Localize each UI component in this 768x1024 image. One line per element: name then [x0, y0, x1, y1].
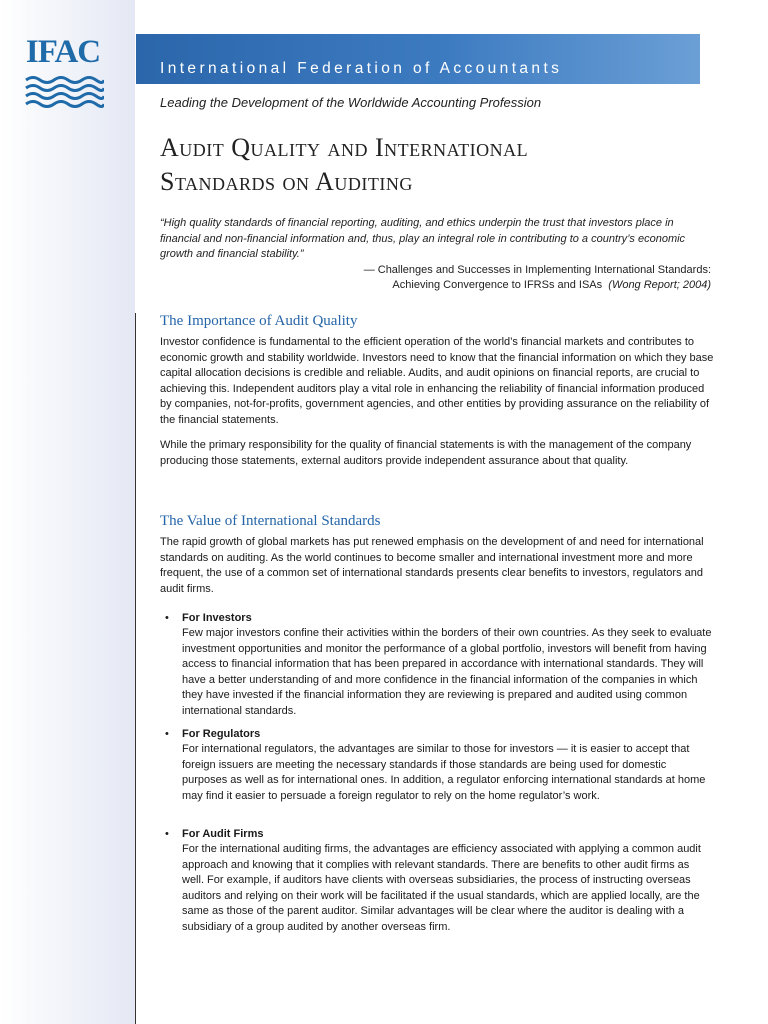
paragraph: Investor confidence is fundamental to the efficient operation of the world’s financial markets and contributes to economic growth and stability worldwide. Investors need to know that the financial information on which they base capital allocation decisions is credible and reliable. Audits, and audit opinions on financial reports, are crucial to achieving this. Independent auditors play a vital role in enhancing the reliability of financial information produced by companies, not-for-profits, government agencies, and other entities by providing assurance on the reliability of the financial statements. [160, 336, 714, 426]
bullet-title-audit-firms: For Audit Firms [182, 828, 264, 840]
logo-text: IFAC [25, 34, 101, 70]
attribution-title: Achieving Convergence to IFRSs and ISAs [392, 279, 603, 291]
section-heading-audit-quality: The Importance of Audit Quality [160, 313, 358, 329]
margin-rule [135, 313, 136, 1024]
bullet-dot: • [165, 728, 169, 740]
quote-attribution-line-1: — Challenges and Successes in Implementing International Standards: [363, 264, 711, 276]
title-line-2: Standards on Auditing [160, 167, 413, 196]
header-banner [136, 34, 700, 84]
bullet-dot: • [165, 612, 169, 624]
bullet-dot: • [165, 828, 169, 840]
side-gradient [0, 0, 135, 1024]
tagline: Leading the Development of the Worldwide Accounting Profession [160, 95, 542, 110]
bullet-title-regulators: For Regulators [182, 728, 261, 740]
epigraph-quote: “High quality standards of financial reporting, auditing, and ethics underpin the trust that investors place in financial and non-financial information and, thus, play an integral role in contributing to a country’s economic growth and financial stability.” [160, 217, 686, 260]
bullet-title-investors: For Investors [182, 612, 252, 624]
bullet-body-regulators: For international regulators, the advantages are similar to those for investors — it is easier to accept that foreign issuers are meeting the necessary standards if those standards are being used for domestic purposes as well as for international ones. In addition, a regulator enforcing international standards at home may find it easier to persuade a foreign regulator to rely on the home regulator’s work. [182, 743, 706, 802]
bullet-body-investors: Few major investors confine their activities within the borders of their own countries. As they seek to evaluate investment opportunities and monitor the performance of a global portfolio, investors will benefit from having access to financial information that has been prepared in accordance with international standards. They will have a better understanding of and more confidence in the financial information of the companies in which they have invested if the financial information they are reviewing is prepared and audited using common international standards. [182, 627, 712, 717]
organization-name: International Federation of Accountants [160, 60, 563, 77]
section-heading-international-standards: The Value of International Standards [160, 513, 381, 529]
title-line-1: Audit Quality and International [160, 133, 529, 162]
logo-waves-icon [22, 34, 104, 108]
ifac-logo [22, 34, 104, 108]
document-title [160, 131, 750, 199]
bullet-body-audit-firms: For the international auditing firms, the advantages are efficiency associated with applying a common audit approach and knowing that it complies with relevant standards. There are benefits to other audit firms as well. For example, if auditors have clients with overseas subsidiaries, the process of instructing overseas auditors and relying on their work will be facilitated if the usual standards, which are applied locally, are the same as those of the parent auditor. Similar advantages will be clear where the auditor is dealing with a subsidiary of a group audited by another overseas firm. [182, 843, 701, 933]
paragraph: While the primary responsibility for the quality of financial statements is with the management of the company producing those statements, external auditors provide independent assurance about that quality. [160, 439, 692, 467]
paragraph: The rapid growth of global markets has put renewed emphasis on the development of and need for international standards on auditing. As the world continues to become smaller and international investment more and more frequent, the use of a common set of international standards presents clear benefits to investors, regulators and audit firms. [160, 536, 704, 595]
attribution-source: (Wong Report; 2004) [608, 279, 711, 291]
quote-attribution-line-2 [151, 278, 711, 294]
